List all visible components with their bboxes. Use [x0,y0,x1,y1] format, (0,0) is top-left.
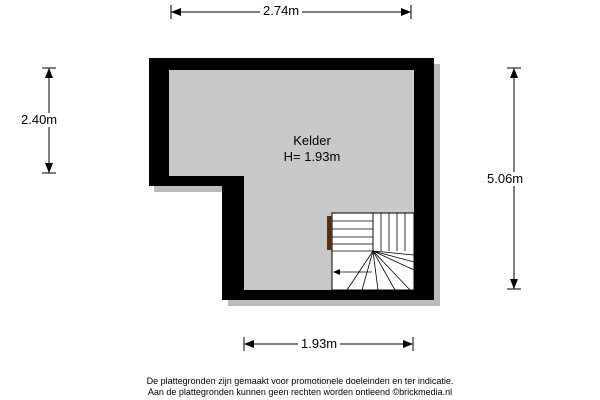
disclaimer [0,376,600,398]
dimension-top-label: 2.74m [260,4,302,18]
disclaimer-line-1: De plattegronden zijn gemaakt voor promotionele doeleinden en ter indicatie. [146,376,454,386]
room-label [252,133,372,165]
room-name: Kelder [293,133,331,148]
disclaimer-line-2: Aan de plattegronden kunnen geen rechten worden ontleend ©brickmedia.nl [147,387,453,397]
dimension-left-label: 2.40m [18,113,60,127]
dimension-right-label: 5.06m [484,172,526,186]
room-height: H= 1.93m [283,149,341,164]
staircase [327,213,414,290]
dimension-bottom-label: 1.93m [298,337,340,351]
